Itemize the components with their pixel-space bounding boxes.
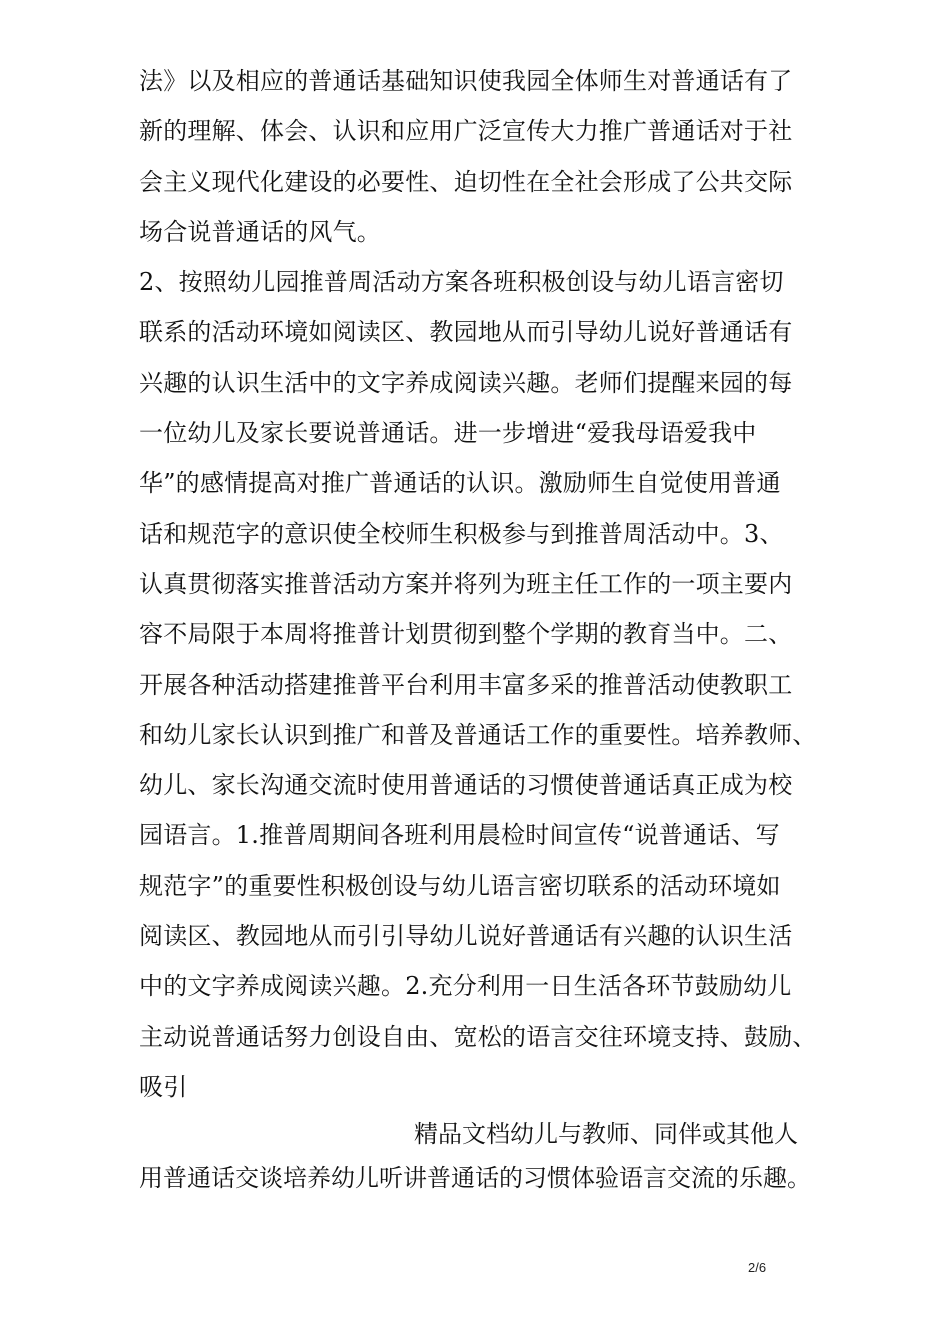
text-line: 园语言。1.推普周期间各班利用晨检时间宣传“说普通话、写 <box>139 821 780 850</box>
text-line: 容不局限于本周将推普计划贯彻到整个学期的教育当中。二、 <box>139 620 793 649</box>
page-number: 2/6 <box>748 1260 767 1275</box>
text-line: 幼儿、家长沟通交流时使用普通话的习惯使普通话真正成为校 <box>139 771 793 800</box>
text-line: 话和规范字的意识使全校师生积极参与到推普周活动中。3、 <box>139 519 784 548</box>
text-line: 中的文字养成阅读兴趣。2.充分利用一日生活各环节鼓励幼儿 <box>139 972 792 1001</box>
text-line: 认真贯彻落实推普活动方案并将列为班主任工作的一项主要内 <box>139 569 793 598</box>
text-line: 2、按照幼儿园推普周活动方案各班积极创设与幼儿语言密切 <box>139 268 784 297</box>
text-line: 规范字”的重要性积极创设与幼儿语言密切联系的活动环境如 <box>139 871 781 900</box>
text-line: 开展各种活动搭建推普平台利用丰富多采的推普活动使教职工 <box>139 670 793 699</box>
text-line: 华”的感情提高对推广普通话的认识。激励师生自觉使用普通 <box>139 469 781 498</box>
text-line: 阅读区、教园地从而引引导幼儿说好普通话有兴趣的认识生活 <box>139 922 793 951</box>
text-line: 法》以及相应的普通话基础知识使我园全体师生对普通话有了 <box>139 67 793 95</box>
text-line: 吸引 <box>139 1072 188 1101</box>
text-line: 一位幼儿及家长要说普通话。进一步增进“爱我母语爱我中 <box>139 419 757 448</box>
text-line: 会主义现代化建设的必要性、迫切性在全社会形成了公共交际 <box>139 167 793 196</box>
text-line: 联系的活动环境如阅读区、教园地从而引导幼儿说好普通话有 <box>139 318 793 347</box>
footer-line: 用普通话交谈培养幼儿听讲普通话的习惯体验语言交流的乐趣。 <box>139 1164 811 1192</box>
text-line: 场合说普通话的风气。 <box>139 217 381 246</box>
text-line: 和幼儿家长认识到推广和普及普通话工作的重要性。培养教师、 <box>139 720 817 749</box>
text-line: 兴趣的认识生活中的文字养成阅读兴趣。老师们提醒来园的每 <box>139 368 793 397</box>
text-line: 新的理解、体会、认识和应用广泛宣传大力推广普通话对于社 <box>139 117 793 146</box>
footer-text <box>139 1112 859 1200</box>
footer-line-watermark: 精品文档幼儿与教师、同伴或其他人 <box>414 1120 798 1148</box>
body-text <box>139 56 859 1112</box>
text-line: 主动说普通话努力创设自由、宽松的语言交往环境支持、鼓励、 <box>139 1022 817 1051</box>
